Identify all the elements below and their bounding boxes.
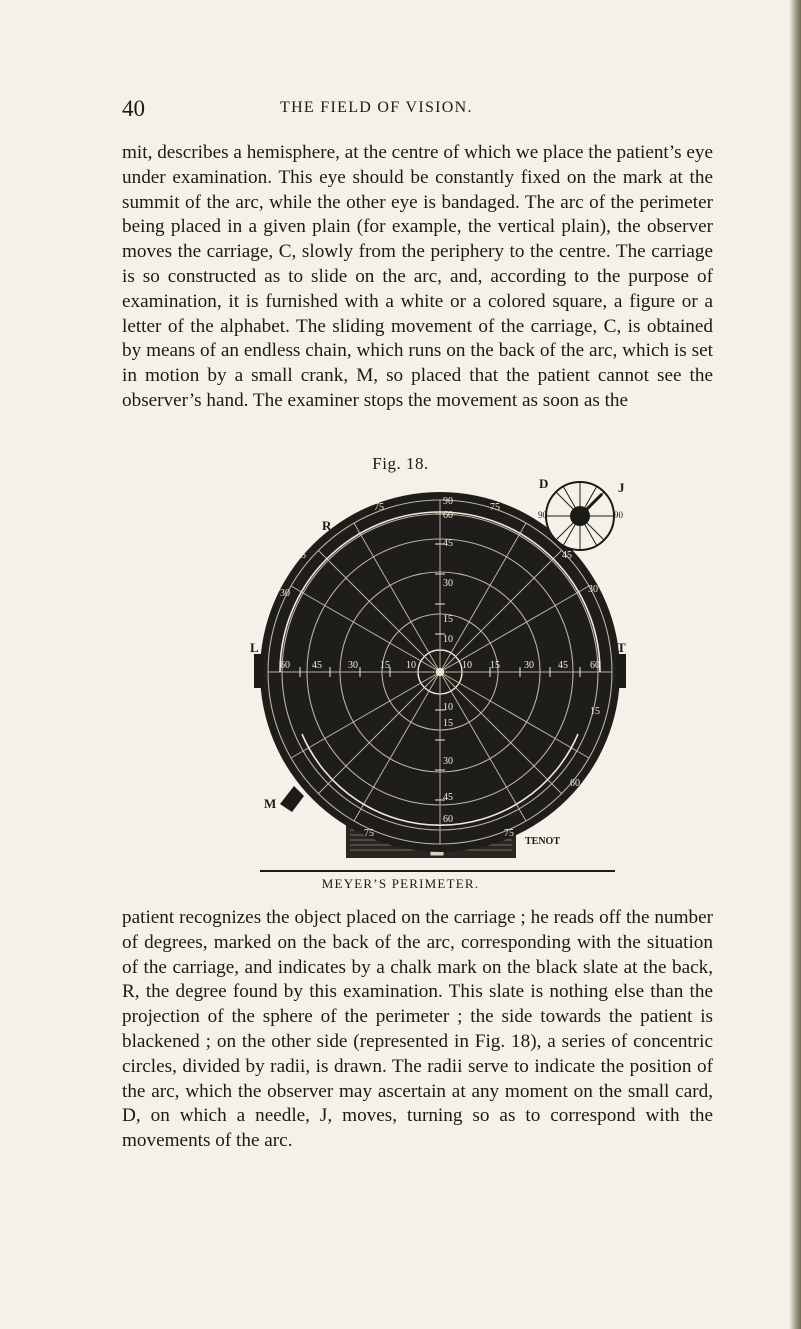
deg-h-4: 15 — [380, 660, 390, 671]
deg-top-4: 30 — [443, 578, 453, 589]
deg-bottom-5: 60 — [443, 814, 453, 825]
deg-h-3: 30 — [348, 660, 358, 671]
deg-bottom-2: 15 — [443, 718, 453, 729]
deg-rim-8: 60 — [570, 778, 580, 789]
fixation-point — [436, 668, 444, 676]
deg-h-2: 45 — [312, 660, 322, 671]
crank-m — [280, 786, 304, 812]
deg-rim-5: 30 — [280, 588, 290, 599]
deg-top-5: 15 — [443, 614, 453, 625]
letter-l: L — [250, 640, 259, 655]
deg-rim-1: 75 — [374, 502, 384, 513]
deg-rim-10: 75 — [504, 828, 514, 839]
deg-rim-4: 45 — [562, 550, 572, 561]
card-label-left: 90 — [538, 510, 547, 520]
paragraph-1: mit, describes a hemisphere, at the centre of which we place the patient’s eye under examination. This eye should be constantly fixed on the mark at the summit of the arc, while the other eye is bandaged. The arc of the perimeter being placed in a given plain (for example, the vertical plain), the observer moves the carriage, C, slowly from the periphery to the centre. The carriage is so constructed as to slide on the arc, and, according to the purpose of examination, it is furnished with a white or a colored square, a figure or a letter of the alphabet. The sliding movement of the carriage, C, is obtained by means of an endless chain, which runs on the back of the arc, which is set in motion by a small crank, M, so placed that the patient cannot see the observer’s hand. The examiner stops the movement as soon as the — [122, 142, 713, 411]
right-hub — [616, 654, 626, 688]
page-number: 40 — [122, 96, 145, 121]
letter-j: J — [618, 480, 625, 495]
perimeter-illustration — [240, 474, 640, 874]
deg-rim-7: 15 — [590, 706, 600, 717]
deg-bottom-4: 45 — [443, 792, 453, 803]
card-label-right: 90 — [614, 510, 623, 520]
deg-rim-6: 30 — [588, 584, 598, 595]
figure-label: Fig. 18. — [372, 454, 429, 473]
deg-top-1: 90 — [443, 496, 453, 507]
letter-m: M — [264, 796, 277, 811]
left-hub — [254, 654, 264, 688]
deg-h-7: 15 — [490, 660, 500, 671]
deg-rim-2: 75 — [490, 502, 500, 513]
letter-r: R — [322, 518, 332, 533]
page-edge-shadow — [789, 0, 801, 1329]
deg-bottom-3: 30 — [443, 756, 453, 767]
engraver-tenot: TENOT — [525, 836, 561, 847]
running-head: THE FIELD OF VISION. — [280, 99, 473, 116]
deg-top-2: 60 — [443, 510, 453, 521]
deg-rim-9: 75 — [364, 828, 374, 839]
deg-h-6: 10 — [462, 660, 472, 671]
deg-top-6: 10 — [443, 634, 453, 645]
deg-rim-3: 45 — [296, 550, 306, 561]
deg-h-9: 45 — [558, 660, 568, 671]
page-header — [122, 96, 722, 122]
meyer-perimeter-figure — [240, 474, 640, 874]
figure-caption: MEYER’S PERIMETER. — [321, 876, 480, 891]
letter-d: D — [539, 476, 549, 491]
deg-h-8: 30 — [524, 660, 534, 671]
deg-bottom-1: 10 — [443, 702, 453, 713]
letter-t: T — [617, 640, 626, 655]
deg-top-3: 45 — [443, 538, 453, 549]
deg-h-10: 60 — [590, 660, 600, 671]
deg-h-1: 60 — [280, 660, 290, 671]
deg-h-5: 10 — [406, 660, 416, 671]
paragraph-2: patient recognizes the object placed on the carriage ; he reads off the number of degrees, marked on the back of the arc, corresponding with the situation of the carriage, and indicates by a chalk mark on the black slate at the back, R, the degree found by this examination. This slate is nothing else than the projection of the sphere of the perimeter ; the side towards the patient is blackened ; on the other side (represented in Fig. 18), a series of concentric circles, divided by radii, is drawn. The radii serve to indicate the position of the arc, which the observer may ascertain at any moment on the small card, D, on which a needle, J, moves, turning so as to correspond with the movements of the arc. — [122, 907, 713, 1152]
